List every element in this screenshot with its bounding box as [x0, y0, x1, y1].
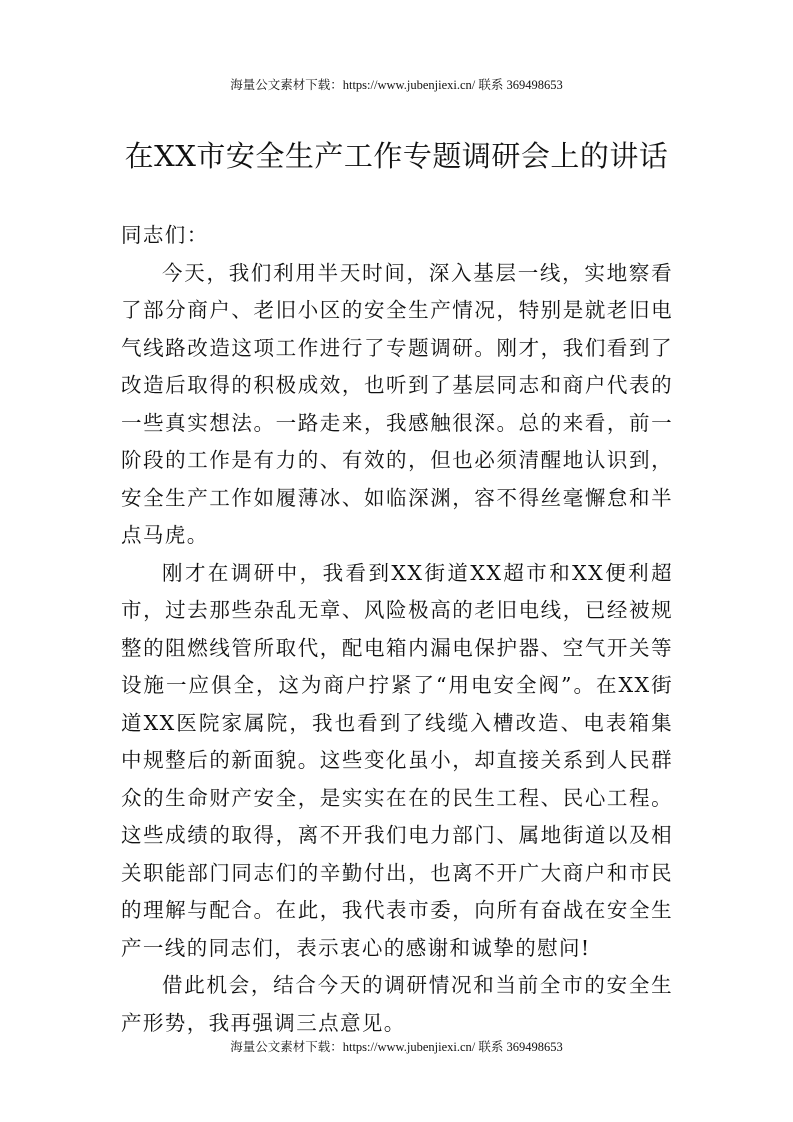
paragraph-1: 今天，我们利用半天时间，深入基层一线，实地察看了部分商户、老旧小区的安全生产情况，特别是就老旧电气线路改造这项工作进行了专题调研。刚才，我们看到了改造后取得的积极成效，也听到了基层同志和商户代表的一些真实想法。一路走来，我感触很深。总的来看，前一阶段的工作是有力的、有效的，但也必须清醒地认识到，安全生产工作如履薄冰、如临深渊，容不得丝毫懈怠和半点马虎。 [121, 260, 673, 547]
page-footer-watermark: 海量公文素材下载：https://www.jubenjiexi.cn/ 联系 369498653 [230, 1040, 563, 1054]
paragraph-3: 借此机会，结合今天的调研情况和当前全市的安全生产形势，我再强调三点意见。 [121, 973, 673, 1035]
document-body [121, 217, 673, 1042]
page-header-watermark: 海量公文素材下载：https://www.jubenjiexi.cn/ 联系 369498653 [230, 78, 563, 92]
salutation: 同志们： [121, 223, 209, 247]
document-title: 在XX市安全生产工作专题调研会上的讲话 [124, 139, 669, 173]
paragraph-2: 刚才在调研中，我看到XX街道XX超市和XX便利超市，过去那些杂乱无章、风险极高的老旧电线，已经被规整的阻燃线管所取代，配电箱内漏电保护器、空气开关等设施一应俱全，这为商户拧紧了“用电安全阀”。在XX街道XX医院家属院，我也看到了线缆入槽改造、电表箱集中规整后的新面貌。这些变化虽小，却直接关系到人民群众的生命财产安全，是实实在在的民生工程、民心工程。这些成绩的取得，离不开我们电力部门、属地街道以及相关职能部门同志们的辛勤付出，也离不开广大商户和市民的理解与配合。在此，我代表市委，向所有奋战在安全生产一线的同志们，表示衷心的感谢和诚挚的慰问! [121, 560, 673, 960]
